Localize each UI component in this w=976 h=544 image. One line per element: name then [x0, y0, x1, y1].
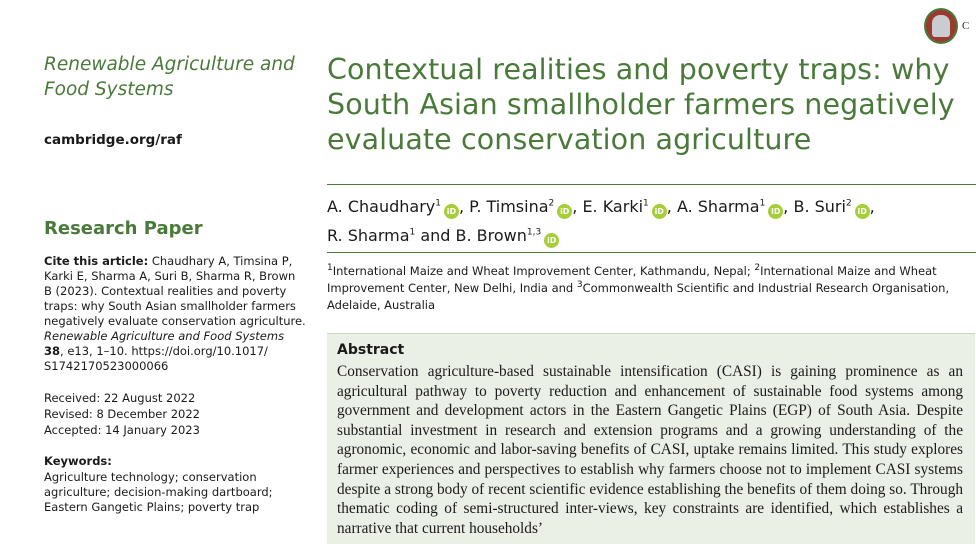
abstract-text: Conservation agriculture-based sustainable intensification (CASI) is gaining prominence as an agricultural pathway to poverty reduction and enhancement of sustainable food systems among government and development actors in the Eastern Gangetic Plains (EGP) of South Asia. Despite substantial investment in research and extension programs and a growing understanding of the agronomic, economic and labor-saving benefits of CASI, uptake remains limited. This study explores farmer experiences and perspectives to establish why farmers choose not to implement CASI systems despite a strong body of recent scientific evidence establishing the benefits of them doing so. Through thematic coding of semi-structured inter-views, key constraints are identified, which establishes a narrative that current households’ — [337, 363, 963, 537]
author[interactable]: E. Karki$^1$ — [582, 197, 649, 216]
orcid-icon[interactable]: iD — [557, 204, 572, 219]
author[interactable]: R. Sharma$^1$ — [327, 226, 416, 245]
sidebar — [44, 52, 306, 515]
journal-site-link[interactable]: cambridge.org/raf — [44, 132, 182, 148]
orcid-icon[interactable]: iD — [652, 204, 667, 219]
divider-bottom — [327, 252, 976, 253]
author[interactable]: B. Brown$^{1,3}$ — [455, 226, 542, 245]
affiliations: $^1$International Maize and Wheat Improvement Center, Kathmandu, Nepal; $^2$International Maize and Wheat Improvement Center, New Delhi, India and $^3$Commonwealth Scientific and Industrial Research Organisation, Adelaide, Australia — [327, 263, 950, 312]
title-block — [327, 52, 975, 157]
dates: Received: 22 August 2022 Revised: 8 December 2022 Accepted: 14 January 2023 — [44, 391, 200, 437]
doi-link[interactable]: , e13, 1–10. https://doi.org/10.1017/ S1742170523000066 — [44, 344, 268, 373]
publisher-logo-text: C — [962, 20, 970, 32]
author-list: A. Chaudhary$^1$iD , P. Timsina$^2$iD , E. Karki$^1$iD , A. Sharma$^1$iD , B. Suri$^2$iD , R. Sharma$^1$ and B. Brown$^{1,3}$iD — [327, 192, 975, 250]
journal-name: Renewable Agriculture and Food Systems — [44, 54, 295, 100]
paper-type: Research Paper — [44, 218, 203, 239]
author[interactable]: A. Sharma$^1$ — [676, 197, 766, 216]
orcid-icon[interactable]: iD — [444, 204, 459, 219]
keywords: Agriculture technology; conservation agriculture; decision-making dartboard; Eastern Gangetic Plains; poverty trap — [44, 470, 273, 514]
orcid-icon[interactable]: iD — [855, 204, 870, 219]
author[interactable]: B. Suri$^2$ — [793, 197, 852, 216]
cambridge-logo-icon — [924, 8, 958, 44]
citation: Cite this article: Chaudhary A, Timsina P, Karki E, Sharma A, Suri B, Sharma R, Brown B (2023). Contextual realities and poverty traps: why South Asian smallholder farmers negatively evaluate conservation agriculture. Renewable Agriculture and Food Systems 38, e13, 1–10. https://doi.org/10.1017/ S1742170523000066 — [44, 254, 306, 373]
paper-title: Contextual realities and poverty traps: why South Asian smallholder farmers negatively evaluate conservation agriculture — [327, 53, 955, 156]
orcid-icon[interactable]: iD — [768, 204, 783, 219]
abstract-heading: Abstract — [337, 342, 405, 358]
abstract-box — [327, 333, 975, 544]
divider-top — [327, 184, 976, 185]
orcid-icon[interactable]: iD — [544, 233, 559, 248]
author[interactable]: P. Timsina$^2$ — [469, 197, 555, 216]
keywords-heading: Keywords: — [44, 454, 112, 468]
author[interactable]: A. Chaudhary$^1$ — [327, 197, 441, 216]
